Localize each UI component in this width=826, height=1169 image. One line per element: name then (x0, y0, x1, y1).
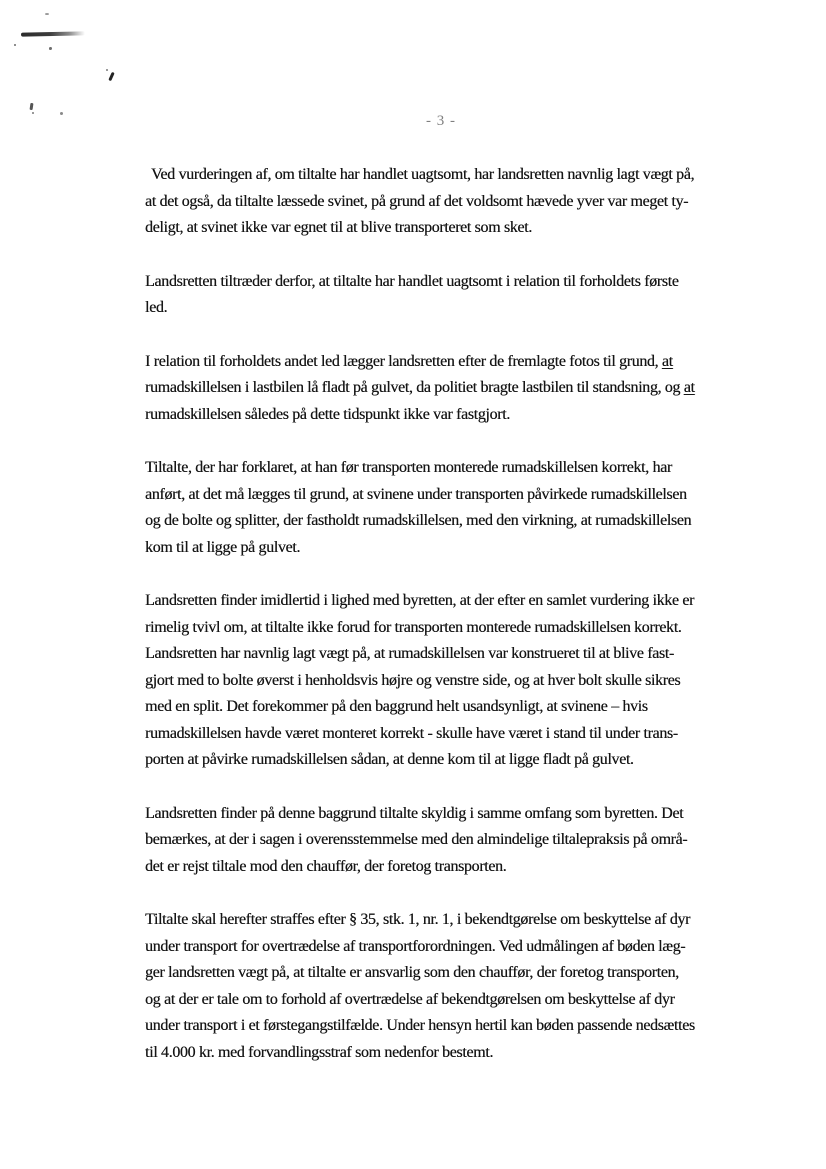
paragraph (145, 269, 737, 322)
text-line: Landsretten finder imidlertid i lighed med byretten, at der efter en samlet vurdering ikke er (145, 592, 695, 609)
text-line: Landsretten har navnlig lagt vægt på, at rumadskillelsen var konstrueret til at blive fast- (145, 645, 674, 662)
scan-artifact-speck (30, 103, 34, 110)
scan-artifact-speck (32, 112, 34, 114)
text-line: Landsretten tiltræder derfor, at tiltalte har handlet uagtsomt i relation til forholdets første (145, 272, 679, 290)
text-line: ger landsretten vægt på, at tiltalte er ansvarlig som den chauffør, der foretog transporten, (145, 964, 679, 981)
paragraph (145, 455, 737, 561)
text-line: Ved vurderingen af, om tiltalte har handlet uagtsomt, har landsretten navnlig lagt vægt på, (151, 166, 695, 183)
text-line: rumadskillelsen således på dette tidspunkt ikke var fastgjort. (145, 405, 510, 423)
scan-artifact-speck (60, 112, 63, 115)
scan-artifact-smudge (21, 31, 85, 36)
scan-artifact-speck (14, 44, 16, 46)
paragraph (145, 801, 737, 881)
text-line: bemærkes, at der i sagen i overensstemmelse med den almindelige tiltalepraksis på områ- (145, 831, 688, 848)
text-line: Tiltalte, der har forklaret, at han før transporten monterede rumadskillelsen korrekt, har (145, 459, 672, 476)
paragraph (145, 162, 737, 242)
scan-artifact-speck (106, 69, 108, 71)
text-line: og at der er tale om to forhold af overtrædelse af bekendtgørelsen om beskyttelse af dyr (145, 990, 675, 1008)
text-line: led. (145, 299, 168, 316)
text-line: anført, at det må lægges til grund, at svinene under transporten påvirkede rumadskillelsen (145, 485, 687, 503)
page-number: - 3 - (426, 113, 456, 129)
text-line: og de bolte og splitter, der fastholdt rumadskillelsen, med den virkning, at rumadskillelsen (145, 512, 692, 529)
text-line: under transport for overtrædelse af transportforordningen. Ved udmålingen af bøden læg- (145, 937, 686, 955)
paragraph (145, 907, 737, 1066)
document-body (145, 162, 737, 1093)
text-line: at det også, da tiltalte læssede svinet, på grund af det voldsomt hævede yver var meget ty- (145, 192, 689, 210)
text-line: porten at påvirke rumadskillelsen sådan, at denne kom til at ligge fladt på gulvet. (145, 751, 634, 768)
scan-artifact-tick (108, 72, 114, 81)
text-line: til 4.000 kr. med forvandlingsstraf som nedenfor bestemt. (145, 1043, 493, 1061)
text-line: rumadskillelsen havde været monteret korrekt - skulle have været i stand til under trans- (145, 724, 678, 742)
paragraph (145, 349, 737, 429)
text-line: kom til at ligge på gulvet. (145, 538, 300, 556)
text-line: Tiltalte skal herefter straffes efter § 35, stk. 1, nr. 1, i bekendtgørelse om beskyttelse af dyr (145, 911, 691, 928)
text-line: gjort med to bolte øverst i henholdsvis højre og venstre side, og at hver bolt skulle sikres (145, 671, 681, 689)
text-line: rimelig tvivl om, at tiltalte ikke forud for transporten monterede rumadskillelsen korrekt. (145, 618, 682, 636)
paragraph (145, 588, 737, 774)
text-line: det er rejst tiltale mod den chauffør, der foretog transporten. (145, 857, 507, 875)
text-line: deligt, at svinet ikke var egnet til at blive transporteret som sket. (145, 219, 532, 236)
text-line: I relation til forholdets andet led lægger landsretten efter de fremlagte fotos til grund, at (145, 352, 673, 370)
text-line: rumadskillelsen i lastbilen lå fladt på gulvet, da politiet bragte lastbilen til standsning, og at (145, 379, 695, 396)
text-line: under transport i et førstegangstilfælde. Under hensyn hertil kan bøden passende nedsættes (145, 1017, 695, 1034)
text-line: med en split. Det forekommer på den baggrund helt usandsynligt, at svinene – hvis (145, 698, 648, 715)
scan-artifact-dot (45, 13, 49, 15)
text-line: Landsretten finder på denne baggrund tiltalte skyldig i samme omfang som byretten. Det (145, 804, 684, 822)
scan-artifact-speck (49, 47, 52, 50)
